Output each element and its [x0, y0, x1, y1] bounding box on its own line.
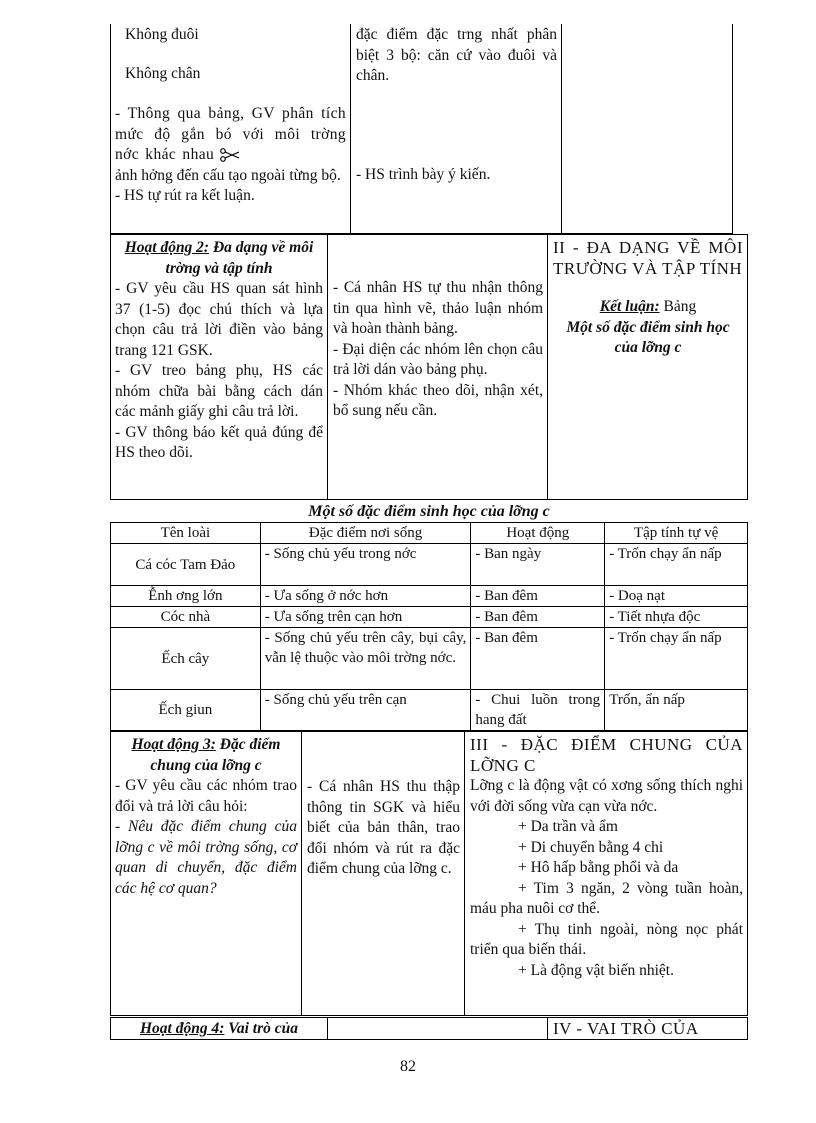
- species-name: Cá cóc Tam Đảo: [111, 544, 261, 586]
- page-number: 82: [400, 1058, 416, 1075]
- header-hoat-dong: Hoạt động: [471, 523, 605, 544]
- feature-item: + Da trần và ẩm: [518, 818, 618, 835]
- table-title: Một số đặc điểm sinh học của lỡng c: [308, 503, 550, 520]
- defense-cell: - Trốn chạy ẩn nấp: [605, 544, 748, 586]
- feature-item: + Di chuyển bằng 4 chi: [518, 838, 664, 856]
- characteristics-table: [110, 522, 748, 731]
- text-hs-ket-luan: - HS tự rút ra kết luận.: [115, 187, 255, 204]
- ket-luan-label: Kết luận:: [599, 298, 660, 315]
- table-row: [111, 544, 748, 586]
- activity-cell: - Ban đêm: [471, 607, 605, 628]
- species-name: Ếch giun: [111, 690, 261, 731]
- text-dac-diem: đặc điểm đặc trng nhất phân biệt 3 bộ: căn cứ vào đuôi và chân.: [356, 26, 557, 84]
- block-1: [110, 24, 733, 234]
- header-ten-loai: Tên loài: [111, 523, 261, 544]
- table-row: [111, 690, 748, 731]
- block-3: [110, 731, 748, 1016]
- text-gv-phan-tich: - Thông qua bảng, GV phân tích mức độ gắn bó với môi trờng nớc khác nhau: [115, 105, 346, 163]
- header-noi-song: Đặc điểm nơi sống: [260, 523, 471, 544]
- text-hs-trinh-bay: - HS trình bày ý kiến.: [356, 165, 491, 183]
- defense-cell: - Tiết nhựa độc: [605, 607, 748, 628]
- block3-question: - Nêu đặc điểm chung của lỡng c về môi trờng sống, cơ quan di chuyển, đặc điểm các hệ cơ quan?: [115, 818, 297, 897]
- activity-cell: - Ban đêm: [471, 586, 605, 607]
- header-tu-ve: Tập tính tự vệ: [605, 523, 748, 544]
- block3-col1: [111, 734, 301, 900]
- habitat-cell: - Ưa sống ở nớc hơn: [260, 586, 471, 607]
- table-header-row: [111, 523, 748, 544]
- habitat-cell: - Sống chủ yếu trên cạn: [260, 690, 471, 731]
- block-4: [110, 1017, 748, 1040]
- block3-col3: [466, 734, 747, 982]
- block2-col2: - Cá nhân HS tự thu nhận thông tin qua hình vẽ, thảo luận nhóm và hoàn thành bảng. - Đại diện các nhóm lên chọn câu trả lời dán vào bảng phụ. - Nhóm khác theo dõi, nhận xét, bổ sung nếu cần.: [333, 279, 543, 419]
- text-khong-duoi: Không đuôi: [125, 26, 199, 43]
- habitat-cell: - Ưa sống trên cạn hơn: [260, 607, 471, 628]
- defense-cell: - Doạ nạt: [605, 586, 748, 607]
- feature-item: + Hô hấp bằng phổi và da: [518, 859, 679, 876]
- feature-item: + Thụ tinh ngoài, nòng nọc phát triển qua biến thái.: [470, 920, 743, 958]
- block2-col1: [111, 237, 327, 465]
- habitat-cell: - Sống chủ yếu trên cây, bụi cây, vẫn lệ thuộc vào môi trờng nớc.: [260, 628, 471, 690]
- bang-label: Bảng: [659, 298, 697, 315]
- species-name: Cóc nhà: [111, 607, 261, 628]
- block2-col3: [549, 237, 747, 360]
- defense-cell: Trốn, ẩn nấp: [605, 690, 748, 731]
- block1-col1: [111, 24, 350, 208]
- hoat-dong-2-title: Hoạt động 2: Đa dạng về môi trờng và tập tính: [124, 239, 314, 277]
- text-anh-huong: ảnh hởng đến cấu tạo ngoài từng bộ.: [115, 166, 341, 184]
- hoat-dong-4-title: Hoạt động 4: Vai trò của: [139, 1020, 299, 1037]
- section-2-heading: II - ĐA DẠNG VỀ MÔI TRƯỜNG VÀ TẬP TÍNH: [553, 238, 743, 278]
- species-name: Ễnh ơng lớn: [111, 586, 261, 607]
- feature-item: + Tim 3 ngăn, 2 vòng tuần hoàn, máu pha nuôi cơ thể.: [470, 879, 743, 917]
- feature-item: + Là động vật biến nhiệt.: [518, 961, 674, 979]
- table-row: [111, 628, 748, 690]
- section-4-heading: IV - VAI TRÒ CỦA: [553, 1019, 699, 1038]
- block2-gv-text: - GV yêu cầu HS quan sát hình 37 (1-5) đọc chú thích và lựa chọn câu trả lời điền vào bảng trang 121 GSK. - GV treo bảng phụ, HS các nhóm chữa bài bằng cách dán các mảnh giấy ghi câu trả lời. - GV thông báo kết quả đúng để HS theo dõi.: [115, 280, 323, 461]
- defense-cell: - Trốn chạy ẩn nấp: [605, 628, 748, 690]
- block3-gv-text: - GV yêu cầu các nhóm trao đổi và trả lời câu hỏi:: [115, 777, 297, 815]
- scissors-icon: [220, 148, 240, 162]
- table-row: [111, 586, 748, 607]
- block1-col2: [352, 24, 561, 186]
- habitat-cell: - Sống chủ yếu trong nớc: [260, 544, 471, 586]
- bang-title: Một số đặc điểm sinh học của lỡng c: [566, 318, 730, 356]
- section-3-intro: Lỡng c là động vật có xơng sống thích nghi với đời sống vừa cạn vừa nớc.: [470, 777, 743, 815]
- hoat-dong-3-title: Hoạt động 3: Đặc điểm chung của lỡng c: [131, 736, 281, 774]
- table-row: [111, 607, 748, 628]
- block-2: [110, 234, 748, 500]
- section-3-heading: III - ĐẶC ĐIỂM CHUNG CỦA LỠNG C: [470, 735, 743, 775]
- text-khong-chan: Không chân: [125, 64, 201, 82]
- activity-cell: - Ban ngày: [471, 544, 605, 586]
- species-name: Ếch cây: [111, 628, 261, 690]
- activity-cell: - Ban đêm: [471, 628, 605, 690]
- activity-cell: - Chui luồn trong hang đất: [471, 690, 605, 731]
- block3-col2: - Cá nhân HS thu thập thông tin SGK và hiểu biết của bản thân, trao đổi nhóm và rút ra đặc điểm chung của lỡng c.: [307, 778, 460, 877]
